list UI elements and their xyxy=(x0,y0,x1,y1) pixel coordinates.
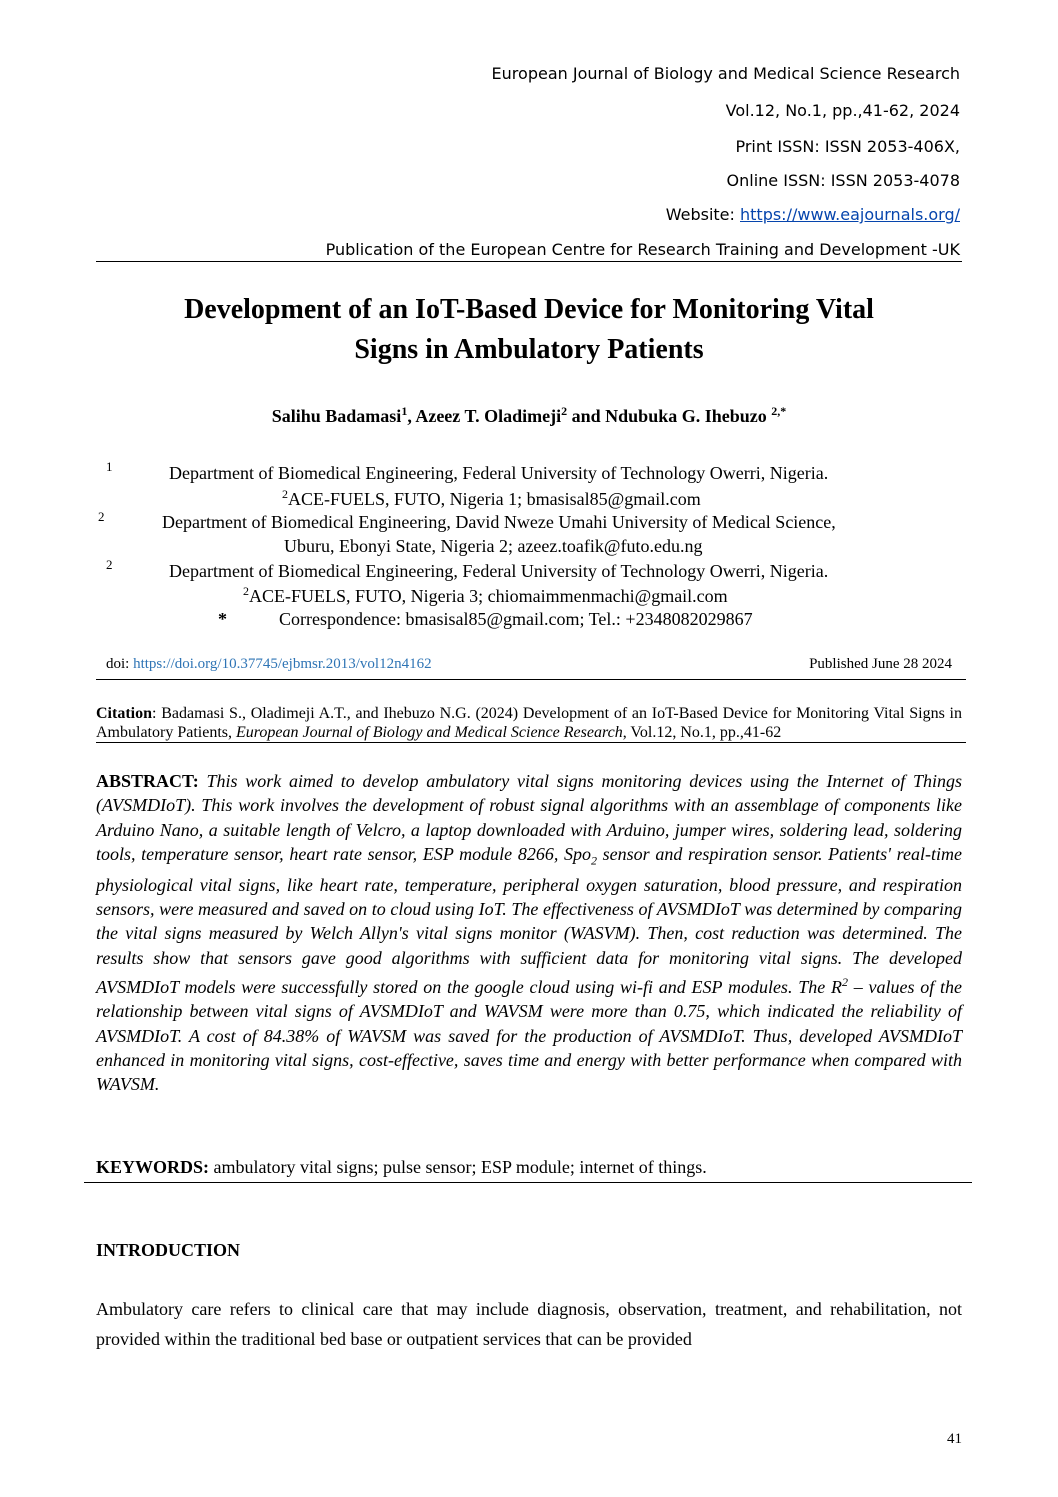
title-line-1: Development of an IoT-Based Device for Monitoring Vital xyxy=(184,294,874,325)
introduction-paragraph: Ambulatory care refers to clinical care that may include diagnosis, observation, treatment, and rehabilitation, not provided within the traditional bed base or outpatient services that can be provided xyxy=(96,1299,962,1349)
affiliation-number-2: 2 xyxy=(98,509,105,524)
affiliation-line-2-text: ACE-FUELS, FUTO, Nigeria 1; bmasisal85@gmail.com xyxy=(288,489,701,509)
correspondence-star: * xyxy=(218,609,227,629)
author-1: Salihu Badamasi xyxy=(271,406,402,426)
affiliation-line-3: Department of Biomedical Engineering, David Nweze Umahi University of Medical Science, xyxy=(162,512,836,532)
author-1-affil: 1 xyxy=(401,404,408,418)
abstract-text-3: – values of the relationship between vital signs of AVSMDIoT and WAVSM were more than 0.75, which indicated the reliability of AVSMDIoT. A cost of 84.38% of WAVSM was saved for the production of AVSMDIoT. Thus, developed AVSMDIoT enhanced in monitoring vital signs, cost-effective, saves time and energy with better performance when compared with WAVSM. xyxy=(96,976,962,1095)
header-rule xyxy=(96,261,962,262)
abstract-superscript: 2 xyxy=(841,974,848,989)
abstract-text-2: sensor and respiration sensor. Patients' real-time physiological vital signs, like heart rate, temperature, peripheral oxygen saturation, blood pressure, and respiration sensors, were measured and saved on to cloud using IoT. The effectiveness of AVSMDIoT was determined by comparing the vital signs measured by Welch Allyn's vital signs monitor (WASVM). Then, cost reduction was determined. The results show that sensors gave good algorithms with sufficient data for monitoring vital signs. The developed AVSMDIoT models were successfully stored on the google cloud using wi-fi and ESP modules. The R xyxy=(96,843,962,997)
author-2-affil: 2 xyxy=(561,404,568,418)
author-3-affil: 2,* xyxy=(771,404,787,418)
affiliation-line-4: Uburu, Ebonyi State, Nigeria 2; azeez.toafik@futo.edu.ng xyxy=(284,536,703,556)
citation-journal: European Journal of Biology and Medical Science Research xyxy=(235,724,623,741)
published-date: Published June 28 2024 xyxy=(809,656,952,672)
keywords-label: KEYWORDS: xyxy=(96,1157,210,1177)
affiliation-number-3: 2 xyxy=(106,557,113,572)
affiliation-line-1: Department of Biomedical Engineering, Federal University of Technology Owerri, Nigeria. xyxy=(169,463,829,483)
affiliation-number-1: 1 xyxy=(106,459,113,474)
online-issn: Online ISSN: ISSN 2053-4078 xyxy=(726,171,960,190)
website-line xyxy=(666,205,960,224)
volume-info: Vol.12, No.1, pp.,41-62, 2024 xyxy=(725,101,960,120)
author-list xyxy=(96,404,962,427)
journal-name: European Journal of Biology and Medical Science Research xyxy=(491,64,960,83)
keywords-line xyxy=(96,1157,962,1178)
affiliation-line-6-text: ACE-FUELS, FUTO, Nigeria 3; chiomaimmenmachi@gmail.com xyxy=(249,586,728,606)
correspondence-line: Correspondence: bmasisal85@gmail.com; Tel.: +2348082029867 xyxy=(279,609,753,629)
abstract-block xyxy=(96,769,962,1096)
affiliation-line-2 xyxy=(282,487,701,510)
keywords-rule xyxy=(84,1182,972,1183)
author-sep-1: , xyxy=(407,406,416,426)
citation-text-2: , Vol.12, No.1, pp.,41-62 xyxy=(622,724,782,741)
citation-rule xyxy=(96,742,966,743)
page-number: 41 xyxy=(947,1431,962,1447)
author-sep-2: and xyxy=(567,406,606,426)
author-2: Azeez T. Oladimeji xyxy=(415,406,562,426)
affiliation-line-6 xyxy=(243,584,728,607)
website-label: Website: xyxy=(665,205,740,224)
affiliation-line-6-sup: 2 xyxy=(243,584,249,598)
abstract-label: ABSTRACT: xyxy=(96,771,199,791)
publisher-line: Publication of the European Centre for Research Training and Development -UK xyxy=(325,240,960,259)
abstract-text-1: This work aimed to develop ambulatory vital signs monitoring devices using the Internet of Things (AVSMDIoT). This work involves the development of robust signal algorithms with an assemblage of components like Arduino Nano, a suitable length of Velcro, a laptop downloaded with Arduino, jumper wires, soldering lead, soldering tools, temperature sensor, heart rate sensor, ESP module 8266, Spo xyxy=(96,771,962,864)
doi-link[interactable]: https://doi.org/10.37745/ejbmsr.2013/vol12n4162 xyxy=(133,656,432,672)
affiliation-line-2-sup: 2 xyxy=(282,487,288,501)
title-line-2: Signs in Ambulatory Patients xyxy=(354,334,704,365)
website-link[interactable]: https://www.eajournals.org/ xyxy=(740,205,960,224)
introduction-heading: INTRODUCTION xyxy=(96,1240,241,1260)
affiliation-line-5: Department of Biomedical Engineering, Federal University of Technology Owerri, Nigeria. xyxy=(169,561,829,581)
keywords-text: ambulatory vital signs; pulse sensor; ESP module; internet of things. xyxy=(209,1157,707,1177)
citation-block xyxy=(96,704,962,742)
citation-text-1: : Badamasi S., Oladimeji A.T., and Ihebuzo N.G. (2024) Development of an IoT-Based Device for Monitoring Vital Signs in Ambulatory Patients, xyxy=(96,705,962,741)
doi-label: doi: xyxy=(106,656,134,672)
doi-rule xyxy=(96,679,966,680)
doi-line xyxy=(106,656,432,673)
citation-label: Citation xyxy=(96,705,152,722)
author-3: Ndubuka G. Ihebuzo xyxy=(605,406,772,426)
paper-title xyxy=(96,290,962,370)
print-issn: Print ISSN: ISSN 2053-406X, xyxy=(735,137,960,156)
abstract-subscript: 2 xyxy=(590,853,597,868)
